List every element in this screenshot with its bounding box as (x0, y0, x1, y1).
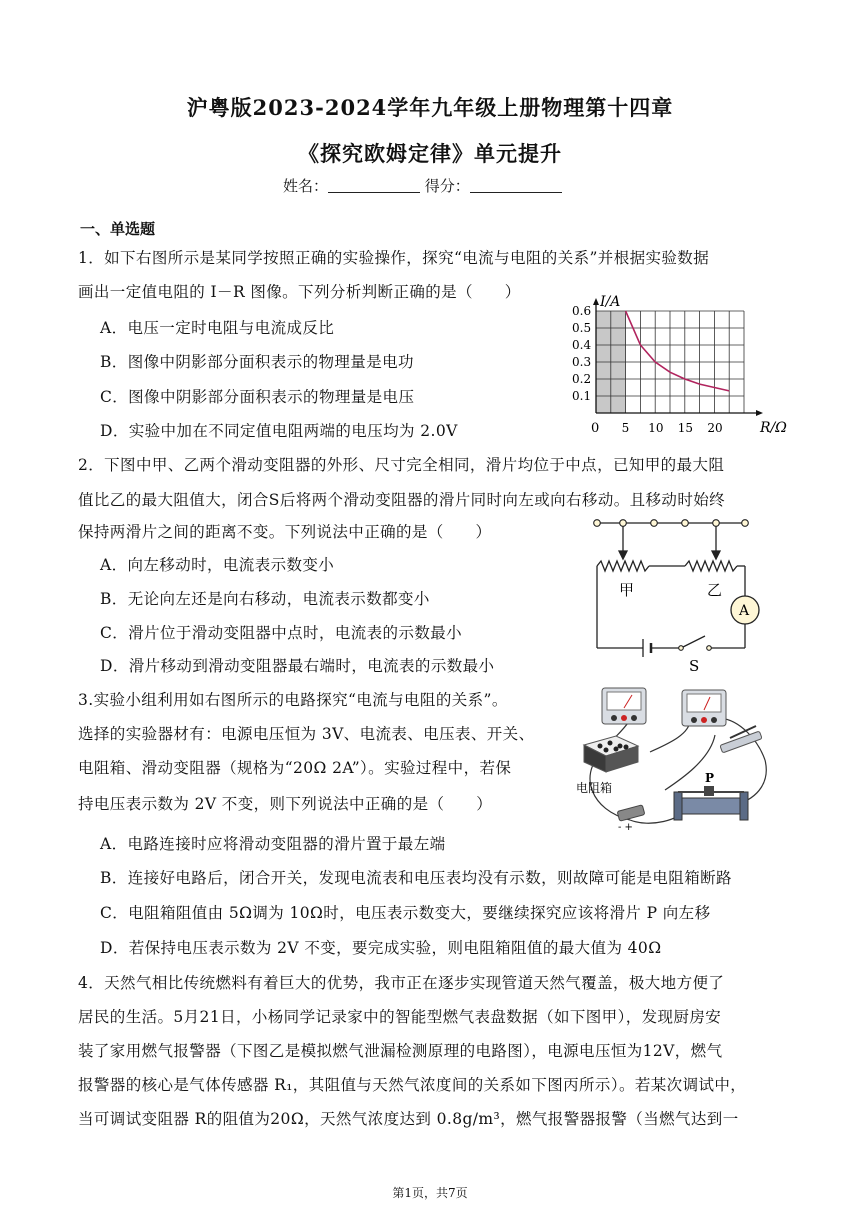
chart-origin-label: 0 (591, 421, 600, 435)
x-tick-label: 5 (621, 421, 630, 435)
x-tick-label: 15 (677, 421, 694, 435)
x-tick-label: 20 (707, 421, 723, 435)
q4-line-4: 报警器的核心是气体传感器 R₁，其阻值与天然气浓度间的关系如下图丙所示）。若某次调试中， (78, 1076, 747, 1094)
ammeter-label: A (739, 603, 750, 619)
experiment-apparatus-illustration (570, 680, 785, 830)
y-axis-arrow (593, 298, 599, 305)
svg-text:- +: - + (618, 822, 633, 830)
rheostat-a-label: 甲 (619, 581, 635, 599)
q3-option-d: D．若保持电压表示数为 2V 不变，要完成实验，则电阻箱阻值的最大值为 40Ω (100, 939, 662, 957)
q3-line-2: 选择的实验器材有：电源电压恒为 3V、电流表、电压表、开关、 (78, 725, 535, 743)
ammeter-device (602, 688, 646, 724)
q1-option-c: C．图像中阴影部分面积表示的物理量是电压 (100, 388, 415, 406)
x-axis-label: R/Ω (760, 420, 787, 435)
section-title: 一、单选题 (80, 220, 156, 238)
q4-line-5: 当可调试变阻器 R的阻值为20Ω，天然气浓度达到 0.8g/m³，燃气报警器报警（当燃气达到一 (78, 1110, 739, 1128)
switch-label: S (689, 657, 700, 675)
document-title-line-2: 《探究欧姆定律》单元提升 (298, 141, 562, 166)
y-tick-label: 0.6 (572, 304, 592, 318)
y-tick-label: 0.4 (572, 338, 592, 352)
q2-line-1: 2．下图中甲、乙两个滑动变阻器的外形、尺寸完全相同，滑片均位于中点，已知甲的最大阻 (78, 456, 725, 474)
q2-option-c: C．滑片位于滑动变阻器中点时，电流表的示数最小 (100, 624, 463, 642)
page-footer: 第1页，共7页 (392, 1186, 468, 1200)
y-tick-label: 0.3 (572, 355, 592, 369)
q2-option-b: B．无论向左还是向右移动，电流表示数都变小 (100, 590, 430, 608)
name-blank[interactable] (328, 178, 420, 193)
rheostat-circuit-diagram (585, 515, 775, 675)
q3-option-b: B．连接好电路后，闭合开关，发现电流表和电压表均没有示数，则故障可能是电阻箱断路 (100, 869, 732, 887)
q3-line-3: 电阻箱、滑动变阻器（规格为“20Ω 2A”）。实验过程中，若保 (78, 759, 512, 777)
q1-option-d: D．实验中加在不同定值电阻两端的电压均为 2.0V (100, 422, 458, 440)
slider-p-label: P (705, 771, 715, 785)
x-axis-arrow (756, 410, 763, 416)
q2-line-2: 值比乙的最大阻值大，闭合S后将两个滑动变阻器的滑片同时向左或向右移动。且移动时始终 (78, 491, 726, 509)
q3-line-4: 持电压表示数为 2V 不变，则下列说法中正确的是（ ） (78, 795, 493, 813)
name-label: 姓名： (283, 177, 329, 195)
q3-option-c: C．电阻箱阻值由 5Ω调为 10Ω时，电压表示数变大，要继续探究应该将滑片 P 向左移 (100, 904, 711, 922)
resistor-box-label: 电阻箱 (576, 781, 613, 795)
score-blank[interactable] (470, 178, 562, 193)
q1-option-b: B．图像中阴影部分面积表示的物理量是电功 (100, 353, 414, 371)
q3-line-1: 3.实验小组利用如右图所示的电路探究“电流与电阻的关系”。 (78, 691, 508, 709)
rheostat-device (674, 786, 748, 820)
chart-grid (596, 311, 744, 413)
q1-line-2: 画出一定值电阻的 I－R 图像。下列分析判断正确的是（ ） (78, 283, 521, 301)
q4-line-3: 装了家用燃气报警器（下图乙是模拟燃气泄漏检测原理的电路图），电源电压恒为12V，燃气 (78, 1042, 723, 1060)
q2-option-a: A．向左移动时，电流表示数变小 (100, 556, 335, 574)
y-tick-label: 0.5 (572, 321, 592, 335)
y-tick-label: 0.1 (572, 389, 592, 403)
q3-option-a: A．电路连接时应将滑动变阻器的滑片置于最左端 (100, 835, 446, 853)
q1-line-1: 1．如下右图所示是某同学按照正确的实验操作，探究“电流与电阻的关系”并根据实验数据 (78, 249, 710, 267)
q1-option-a: A．电压一定时电阻与电流成反比 (100, 319, 335, 337)
y-tick-label: 0.2 (572, 372, 592, 386)
student-info-row (283, 175, 562, 196)
battery-device (617, 805, 645, 830)
document-title-line-1: 沪粤版2023-2024学年九年级上册物理第十四章 (186, 95, 674, 120)
score-label: 得分： (424, 177, 470, 195)
rheostat-b-label: 乙 (707, 581, 723, 599)
switch-device (720, 726, 762, 753)
y-axis-label: I/A (600, 295, 621, 310)
q2-line-3: 保持两滑片之间的距离不变。下列说法中正确的是（ ） (78, 523, 492, 541)
x-tick-label: 10 (648, 421, 664, 435)
i-r-chart (560, 295, 790, 435)
voltmeter-device (682, 690, 726, 726)
q4-line-1: 4．天然气相比传统燃料有着巨大的优势，我市正在逐步实现管道天然气覆盖，极大地方便了 (78, 974, 725, 992)
q4-line-2: 居民的生活。5月21日，小杨同学记录家中的智能型燃气表盘数据（如下图甲），发现厨房安 (78, 1008, 722, 1026)
q2-option-d: D．滑片移动到滑动变阻器最右端时，电流表的示数最小 (100, 657, 495, 675)
